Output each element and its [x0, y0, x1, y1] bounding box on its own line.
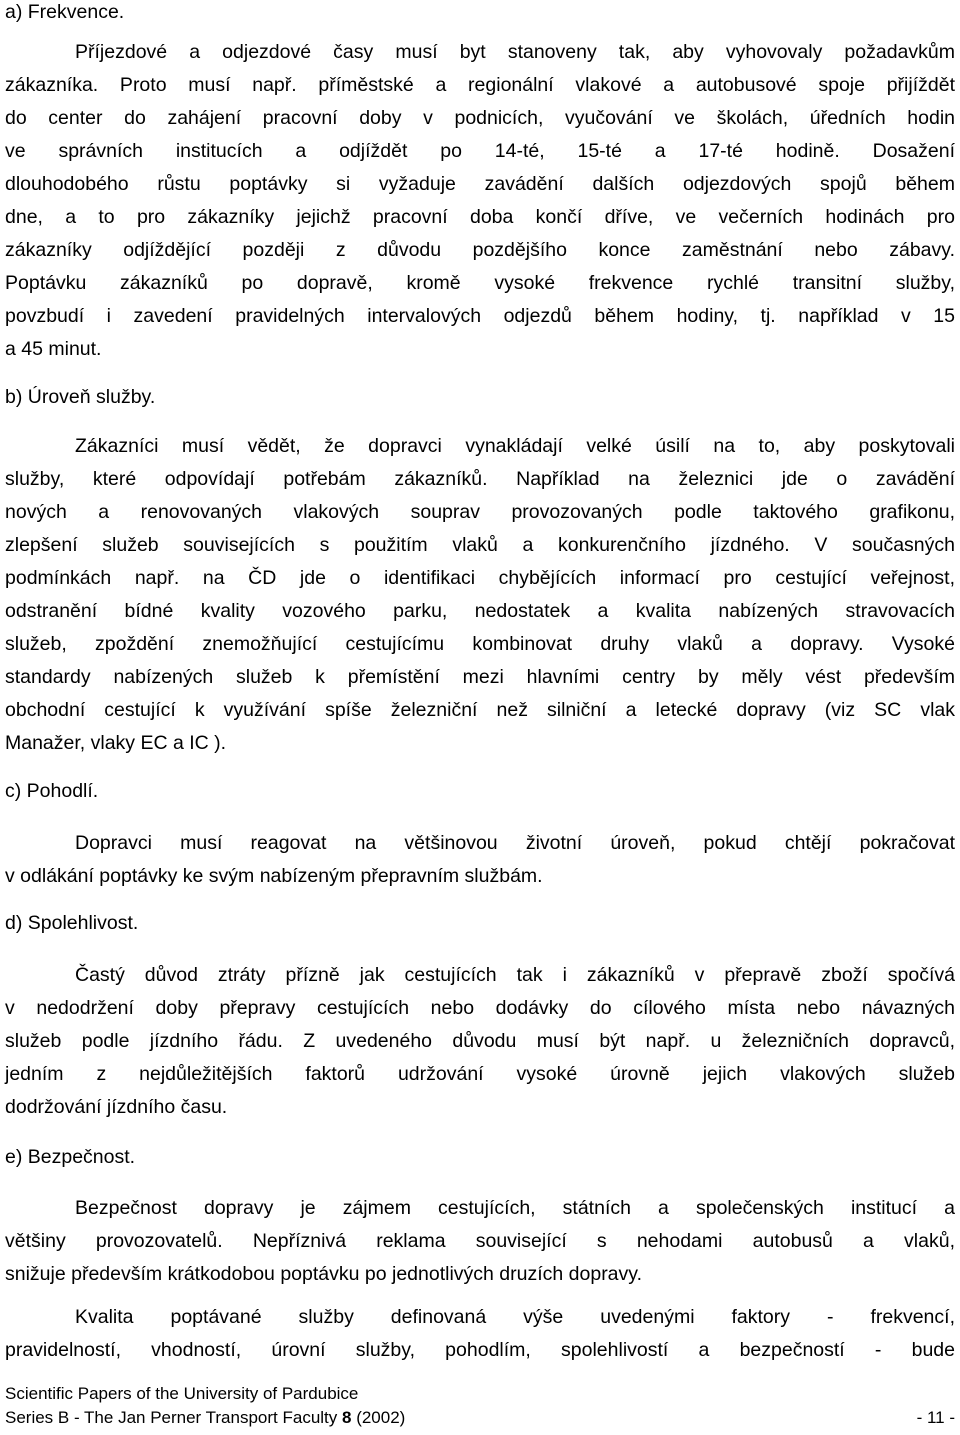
- paragraph-line: Manažer, vlaky EC a IC ).: [5, 732, 227, 754]
- paragraph-line: obchodní cestující k využívání spíše železniční než silniční a letecké dopravy (viz SC vlak: [5, 699, 955, 721]
- paragraph-line: většiny provozovatelů. Nepříznivá reklama související s nehodami autobusů a vlaků,: [5, 1230, 955, 1252]
- paragraph-line: Poptávku zákazníků po dopravě, kromě vysoké frekvence rychlé transitní služby,: [5, 272, 955, 294]
- footer-year: (2002): [351, 1408, 406, 1427]
- paragraph-line: v odlákání poptávky ke svým nabízeným přepravním službám.: [5, 865, 543, 887]
- paragraph-line: nových a renovovaných vlakových souprav provozovaných podle taktového grafikonu,: [5, 501, 955, 523]
- paragraph-line: Zákazníci musí vědět, že dopravci vynakládají velké úsilí na to, aby poskytovali: [75, 435, 955, 457]
- paragraph-line: zákazníky odjíždějící později z důvodu pozdějšího konce zaměstnání nebo zábavy.: [5, 239, 955, 261]
- heading-uroven-sluzby: b) Úroveň služby.: [5, 386, 156, 408]
- paragraph-line: pravidelností, vhodností, úrovní služby, pohodlím, spolehlivostí a bezpečností - bude: [5, 1339, 955, 1361]
- paragraph-line: zákazníka. Proto musí např. příměstské a regionální vlakové a autobusové spoje přijíždět: [5, 74, 955, 96]
- paragraph-line: v nedodržení doby přepravy cestujících nebo dodávky do cílového místa nebo návazných: [5, 997, 955, 1019]
- paragraph-line: Bezpečnost dopravy je zájmem cestujících, státních a společenských institucí a: [75, 1197, 955, 1219]
- footer-series: [5, 1408, 405, 1428]
- footer-volume: 8: [342, 1408, 352, 1427]
- footer-journal-title: Scientific Papers of the University of Pardubice: [5, 1384, 359, 1403]
- paragraph-line: a 45 minut.: [5, 338, 102, 360]
- heading-spolehlivost: d) Spolehlivost.: [5, 912, 139, 934]
- paragraph-line: podmínkách např. na ČD jde o identifikaci chybějících informací pro cestující veřejnost,: [5, 567, 955, 589]
- paragraph-line: zlepšení služeb souvisejících s použitím vlaků a konkurenčního jízdného. V současných: [5, 534, 955, 556]
- heading-frekvence: a) Frekvence.: [5, 1, 125, 23]
- paragraph-line: povzbudí i zavedení pravidelných intervalových odjezdů během hodiny, tj. například v 15: [5, 305, 955, 327]
- paragraph-line: odstranění bídné kvality vozového parku, nedostatek a kvalita nabízených stravovacích: [5, 600, 955, 622]
- page-number: - 11 -: [916, 1408, 955, 1427]
- paragraph-line: služeb, zpoždění znemožňující cestujícímu kombinovat druhy vlaků a dopravy. Vysoké: [5, 633, 955, 655]
- paragraph-line: jedním z nejdůležitějších faktorů udržování vysoké úrovně jejich vlakových služeb: [5, 1063, 955, 1085]
- paragraph-line: snižuje především krátkodobou poptávku po jednotlivých druzích dopravy.: [5, 1263, 642, 1285]
- paragraph-line: standardy nabízených služeb k přemístění mezi hlavními centry by měly vést především: [5, 666, 955, 688]
- paragraph-line: Častý důvod ztráty přízně jak cestujících tak i zákazníků v přepravě zboží spočívá: [75, 964, 955, 986]
- paragraph-line: dne, a to pro zákazníky jejichž pracovní doba končí dříve, ve večerních hodinách pro: [5, 206, 955, 228]
- paragraph-line: Kvalita poptávané služby definovaná výše uvedenými faktory - frekvencí,: [75, 1306, 955, 1328]
- paragraph-line: Dopravci musí reagovat na většinovou životní úroveň, pokud chtějí pokračovat: [75, 832, 955, 854]
- paragraph-line: služeb podle jízdního řádu. Z uvedeného důvodu musí být např. u železničních dopravců,: [5, 1030, 955, 1052]
- paragraph-line: dlouhodobého růstu poptávky si vyžaduje zavádění dalších odjezdových spojů během: [5, 173, 955, 195]
- heading-bezpecnost: e) Bezpečnost.: [5, 1146, 136, 1168]
- paragraph-line: služby, které odpovídají potřebám zákazníků. Například na železnici jde o zavádění: [5, 468, 955, 490]
- paragraph-line: Příjezdové a odjezdové časy musí byt stanoveny tak, aby vyhovovaly požadavkům: [75, 41, 955, 63]
- paragraph-line: dodržování jízdního času.: [5, 1096, 228, 1118]
- paragraph-line: ve správních institucích a odjíždět po 14-té, 15-té a 17-té hodině. Dosažení: [5, 140, 955, 162]
- heading-pohodli: c) Pohodlí.: [5, 780, 99, 802]
- footer-series-prefix: Series B - The Jan Perner Transport Faculty: [5, 1408, 342, 1427]
- paragraph-line: do center do zahájení pracovní doby v podnicích, vyučování ve školách, úředních hodin: [5, 107, 955, 129]
